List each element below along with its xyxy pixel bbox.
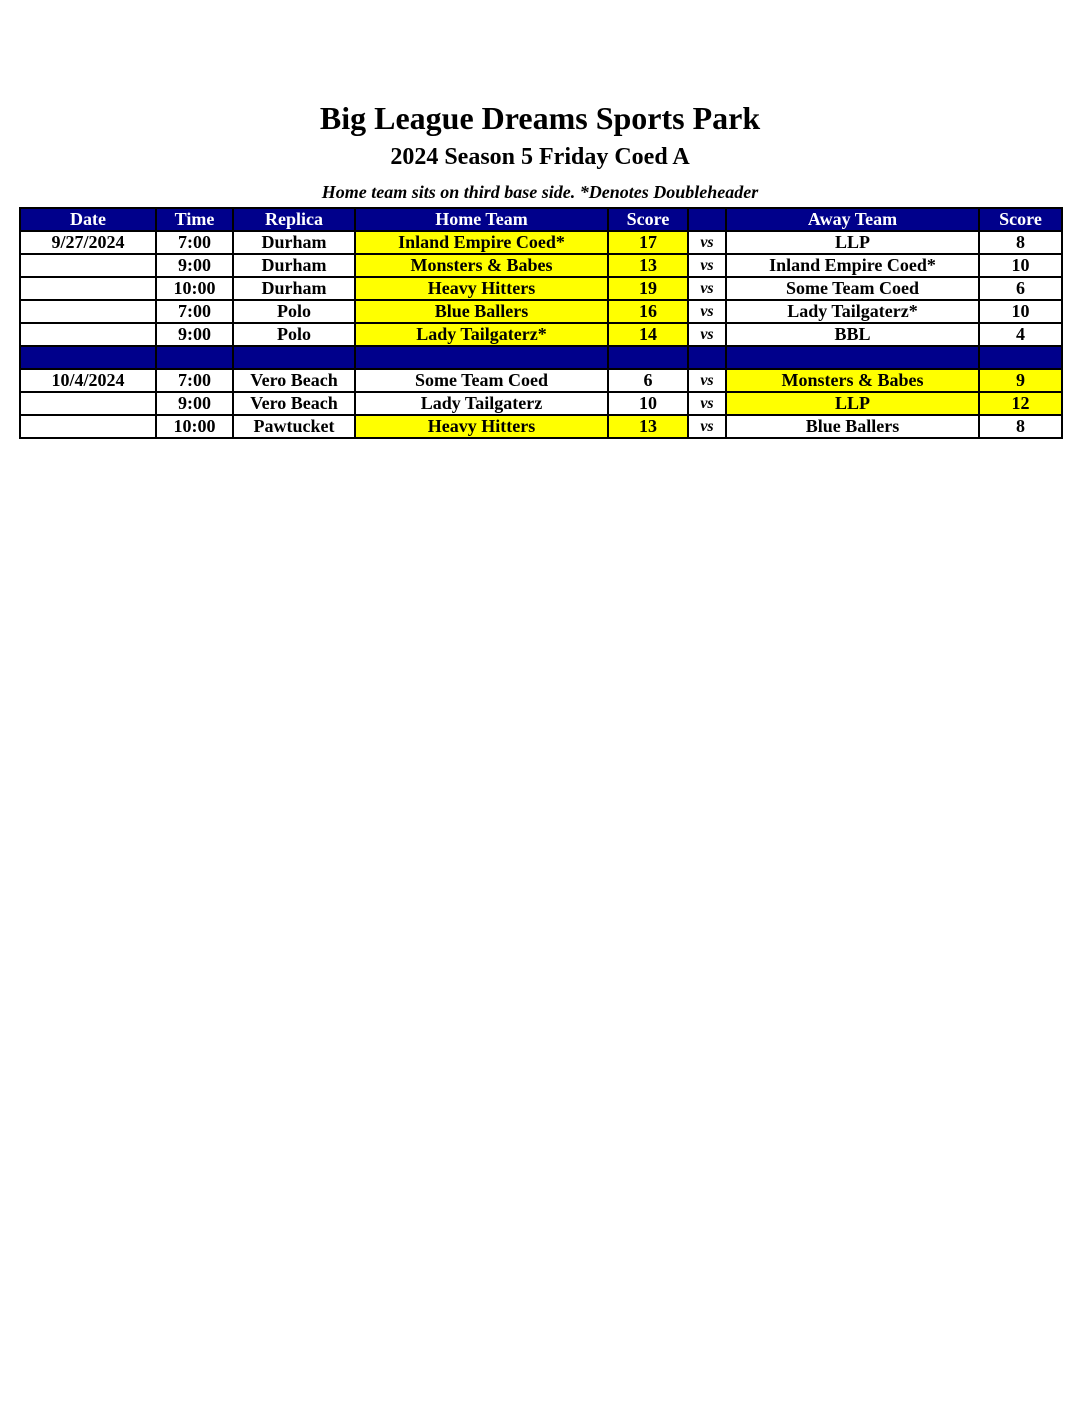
separator-cell bbox=[688, 346, 726, 369]
vs-cell: vs bbox=[688, 392, 726, 415]
away-score-cell: 10 bbox=[979, 300, 1062, 323]
schedule-table bbox=[19, 207, 1063, 439]
time-cell: 10:00 bbox=[156, 277, 233, 300]
week-separator-row bbox=[20, 346, 1062, 369]
vs-cell: vs bbox=[688, 254, 726, 277]
page-subtitle: 2024 Season 5 Friday Coed A bbox=[390, 144, 690, 170]
time-cell: 9:00 bbox=[156, 392, 233, 415]
home-team-cell: Heavy Hitters bbox=[355, 277, 608, 300]
away-team-cell: Some Team Coed bbox=[726, 277, 979, 300]
home-score-cell: 14 bbox=[608, 323, 688, 346]
home-score-cell: 17 bbox=[608, 231, 688, 254]
away-team-cell: Monsters & Babes bbox=[726, 369, 979, 392]
table-row bbox=[20, 277, 1062, 300]
table-row bbox=[20, 323, 1062, 346]
separator-cell bbox=[20, 346, 156, 369]
time-cell: 7:00 bbox=[156, 369, 233, 392]
date-cell bbox=[20, 300, 156, 323]
separator-cell bbox=[355, 346, 608, 369]
schedule-body bbox=[20, 231, 1062, 438]
away-score-cell: 6 bbox=[979, 277, 1062, 300]
date-cell bbox=[20, 277, 156, 300]
replica-cell: Durham bbox=[233, 254, 355, 277]
date-cell bbox=[20, 323, 156, 346]
home-team-cell: Lady Tailgaterz bbox=[355, 392, 608, 415]
table-row bbox=[20, 392, 1062, 415]
replica-cell: Durham bbox=[233, 277, 355, 300]
col-header-away-score: Score bbox=[979, 208, 1062, 231]
away-score-cell: 8 bbox=[979, 231, 1062, 254]
home-score-cell: 13 bbox=[608, 415, 688, 438]
time-cell: 7:00 bbox=[156, 231, 233, 254]
time-cell: 9:00 bbox=[156, 323, 233, 346]
col-header-date: Date bbox=[20, 208, 156, 231]
away-team-cell: Inland Empire Coed* bbox=[726, 254, 979, 277]
separator-cell bbox=[233, 346, 355, 369]
away-score-cell: 12 bbox=[979, 392, 1062, 415]
time-cell: 9:00 bbox=[156, 254, 233, 277]
date-cell: 9/27/2024 bbox=[20, 231, 156, 254]
page-title: Big League Dreams Sports Park bbox=[319, 100, 761, 136]
schedule-note: Home team sits on third base side. *Denotes Doubleheader bbox=[321, 182, 759, 202]
table-row bbox=[20, 415, 1062, 438]
home-score-cell: 19 bbox=[608, 277, 688, 300]
col-header-home-team: Home Team bbox=[355, 208, 608, 231]
header-row bbox=[20, 208, 1062, 231]
home-team-cell: Blue Ballers bbox=[355, 300, 608, 323]
replica-cell: Polo bbox=[233, 300, 355, 323]
away-score-cell: 4 bbox=[979, 323, 1062, 346]
home-score-cell: 6 bbox=[608, 369, 688, 392]
vs-cell: vs bbox=[688, 323, 726, 346]
separator-cell bbox=[726, 346, 979, 369]
away-team-cell: Lady Tailgaterz* bbox=[726, 300, 979, 323]
away-team-cell: LLP bbox=[726, 392, 979, 415]
time-cell: 7:00 bbox=[156, 300, 233, 323]
separator-cell bbox=[979, 346, 1062, 369]
home-score-cell: 13 bbox=[608, 254, 688, 277]
vs-cell: vs bbox=[688, 300, 726, 323]
replica-cell: Polo bbox=[233, 323, 355, 346]
away-team-cell: LLP bbox=[726, 231, 979, 254]
time-cell: 10:00 bbox=[156, 415, 233, 438]
away-team-cell: Blue Ballers bbox=[726, 415, 979, 438]
col-header-replica: Replica bbox=[233, 208, 355, 231]
home-team-cell: Inland Empire Coed* bbox=[355, 231, 608, 254]
vs-cell: vs bbox=[688, 277, 726, 300]
vs-cell: vs bbox=[688, 415, 726, 438]
col-header-home-score: Score bbox=[608, 208, 688, 231]
separator-cell bbox=[608, 346, 688, 369]
replica-cell: Durham bbox=[233, 231, 355, 254]
vs-cell: vs bbox=[688, 231, 726, 254]
replica-cell: Vero Beach bbox=[233, 392, 355, 415]
table-row bbox=[20, 231, 1062, 254]
date-cell bbox=[20, 415, 156, 438]
away-score-cell: 8 bbox=[979, 415, 1062, 438]
home-team-cell: Lady Tailgaterz* bbox=[355, 323, 608, 346]
col-header-vs bbox=[688, 208, 726, 231]
away-team-cell: BBL bbox=[726, 323, 979, 346]
away-score-cell: 10 bbox=[979, 254, 1062, 277]
vs-cell: vs bbox=[688, 369, 726, 392]
date-cell bbox=[20, 392, 156, 415]
date-cell: 10/4/2024 bbox=[20, 369, 156, 392]
col-header-time: Time bbox=[156, 208, 233, 231]
col-header-away-team: Away Team bbox=[726, 208, 979, 231]
separator-cell bbox=[156, 346, 233, 369]
home-team-cell: Heavy Hitters bbox=[355, 415, 608, 438]
away-score-cell: 9 bbox=[979, 369, 1062, 392]
home-score-cell: 10 bbox=[608, 392, 688, 415]
date-cell bbox=[20, 254, 156, 277]
replica-cell: Vero Beach bbox=[233, 369, 355, 392]
home-team-cell: Some Team Coed bbox=[355, 369, 608, 392]
home-team-cell: Monsters & Babes bbox=[355, 254, 608, 277]
table-row bbox=[20, 254, 1062, 277]
replica-cell: Pawtucket bbox=[233, 415, 355, 438]
table-row bbox=[20, 369, 1062, 392]
table-row bbox=[20, 300, 1062, 323]
home-score-cell: 16 bbox=[608, 300, 688, 323]
